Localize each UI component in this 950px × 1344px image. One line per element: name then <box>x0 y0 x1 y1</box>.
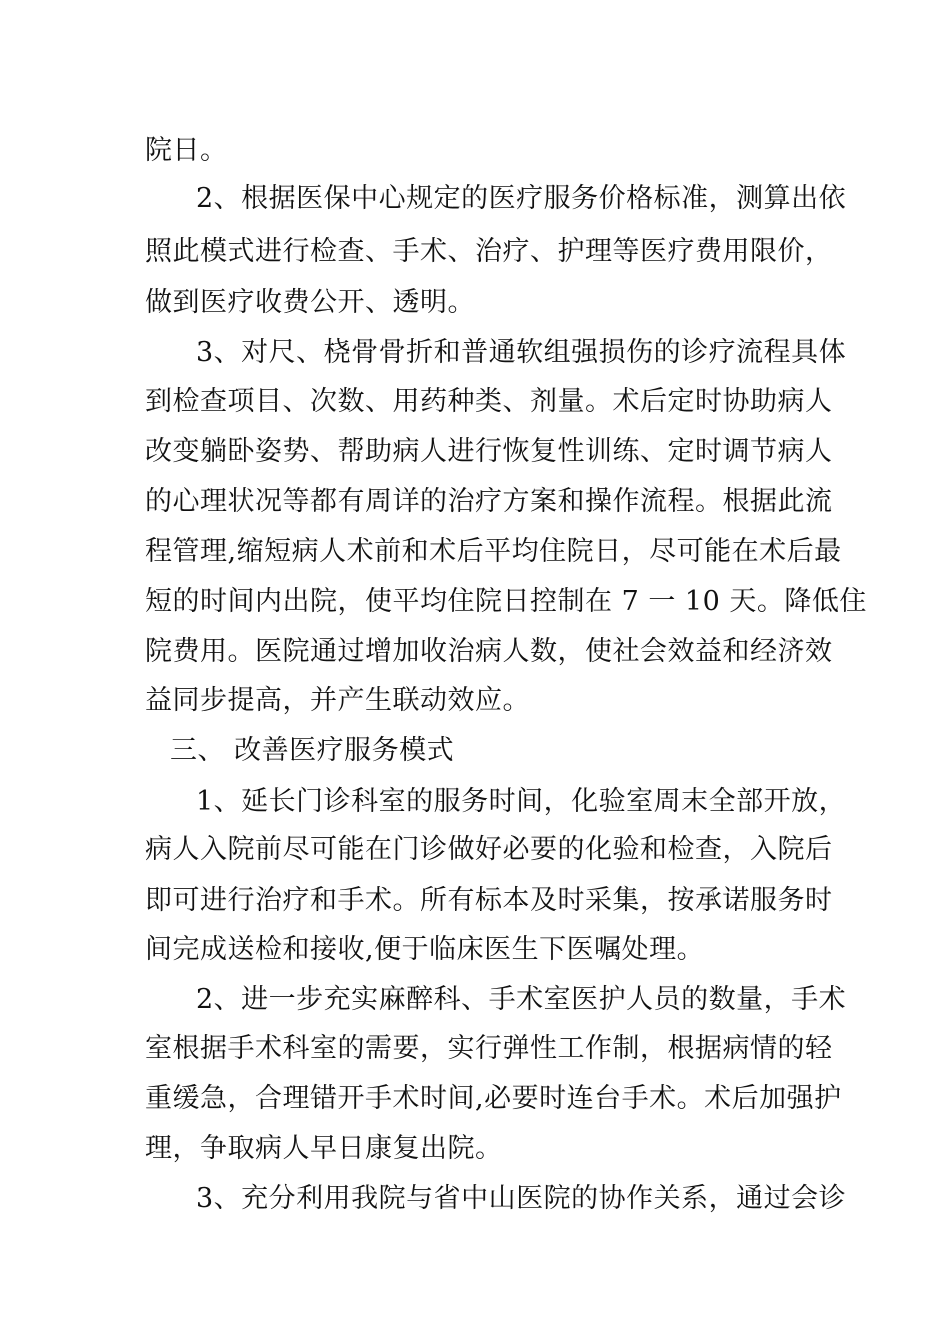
text-line: 重缓急，合理错开手术时间,必要时连台手术。术后加强护 <box>145 1083 842 1114</box>
text-line: 即可进行治疗和手术。所有标本及时采集，按承诺服务时 <box>145 885 833 916</box>
text-line: 短的时间内出院，使平均住院日控制在 7 一 10 天。降低住 <box>145 586 867 617</box>
paragraph-start-line: 2、根据医保中心规定的医疗服务价格标准，测算出依 <box>196 183 847 214</box>
text-line: 室根据手术科室的需要，实行弹性工作制，根据病情的轻 <box>145 1033 833 1064</box>
text-line: 程管理,缩短病人术前和术后平均住院日，尽可能在术后最 <box>145 536 842 567</box>
section-heading: 三、 改善医疗服务模式 <box>170 735 455 766</box>
paragraph-start-line: 2、进一步充实麻醉科、手术室医护人员的数量，手术 <box>196 984 847 1015</box>
text-line: 改变躺卧姿势、帮助病人进行恢复性训练、定时调节病人 <box>145 436 833 467</box>
text-line: 到检查项目、次数、用药种类、剂量。术后定时协助病人 <box>145 386 833 417</box>
text-line: 院费用。医院通过增加收治病人数，使社会效益和经济效 <box>145 636 833 667</box>
text-line: 照此模式进行检查、手术、治疗、护理等医疗费用限价， <box>145 236 833 267</box>
text-line: 院日。 <box>145 135 228 166</box>
text-line: 做到医疗收费公开、透明。 <box>145 287 475 318</box>
text-line: 的心理状况等都有周详的治疗方案和操作流程。根据此流 <box>145 486 833 517</box>
text-line: 理，争取病人早日康复出院。 <box>145 1133 503 1164</box>
paragraph-start-line: 1、延长门诊科室的服务时间，化验室周末全部开放， <box>196 786 847 817</box>
text-line: 间完成送检和接收,便于临床医生下医嘱处理。 <box>145 934 705 965</box>
text-line: 病人入院前尽可能在门诊做好必要的化验和检查，入院后 <box>145 834 833 865</box>
text-line: 益同步提高，并产生联动效应。 <box>145 685 530 716</box>
paragraph-start-line: 3、对尺、桡骨骨折和普通软组强损伤的诊疗流程具体 <box>196 337 847 368</box>
paragraph-start-line: 3、充分利用我院与省中山医院的协作关系，通过会诊 <box>196 1183 847 1214</box>
